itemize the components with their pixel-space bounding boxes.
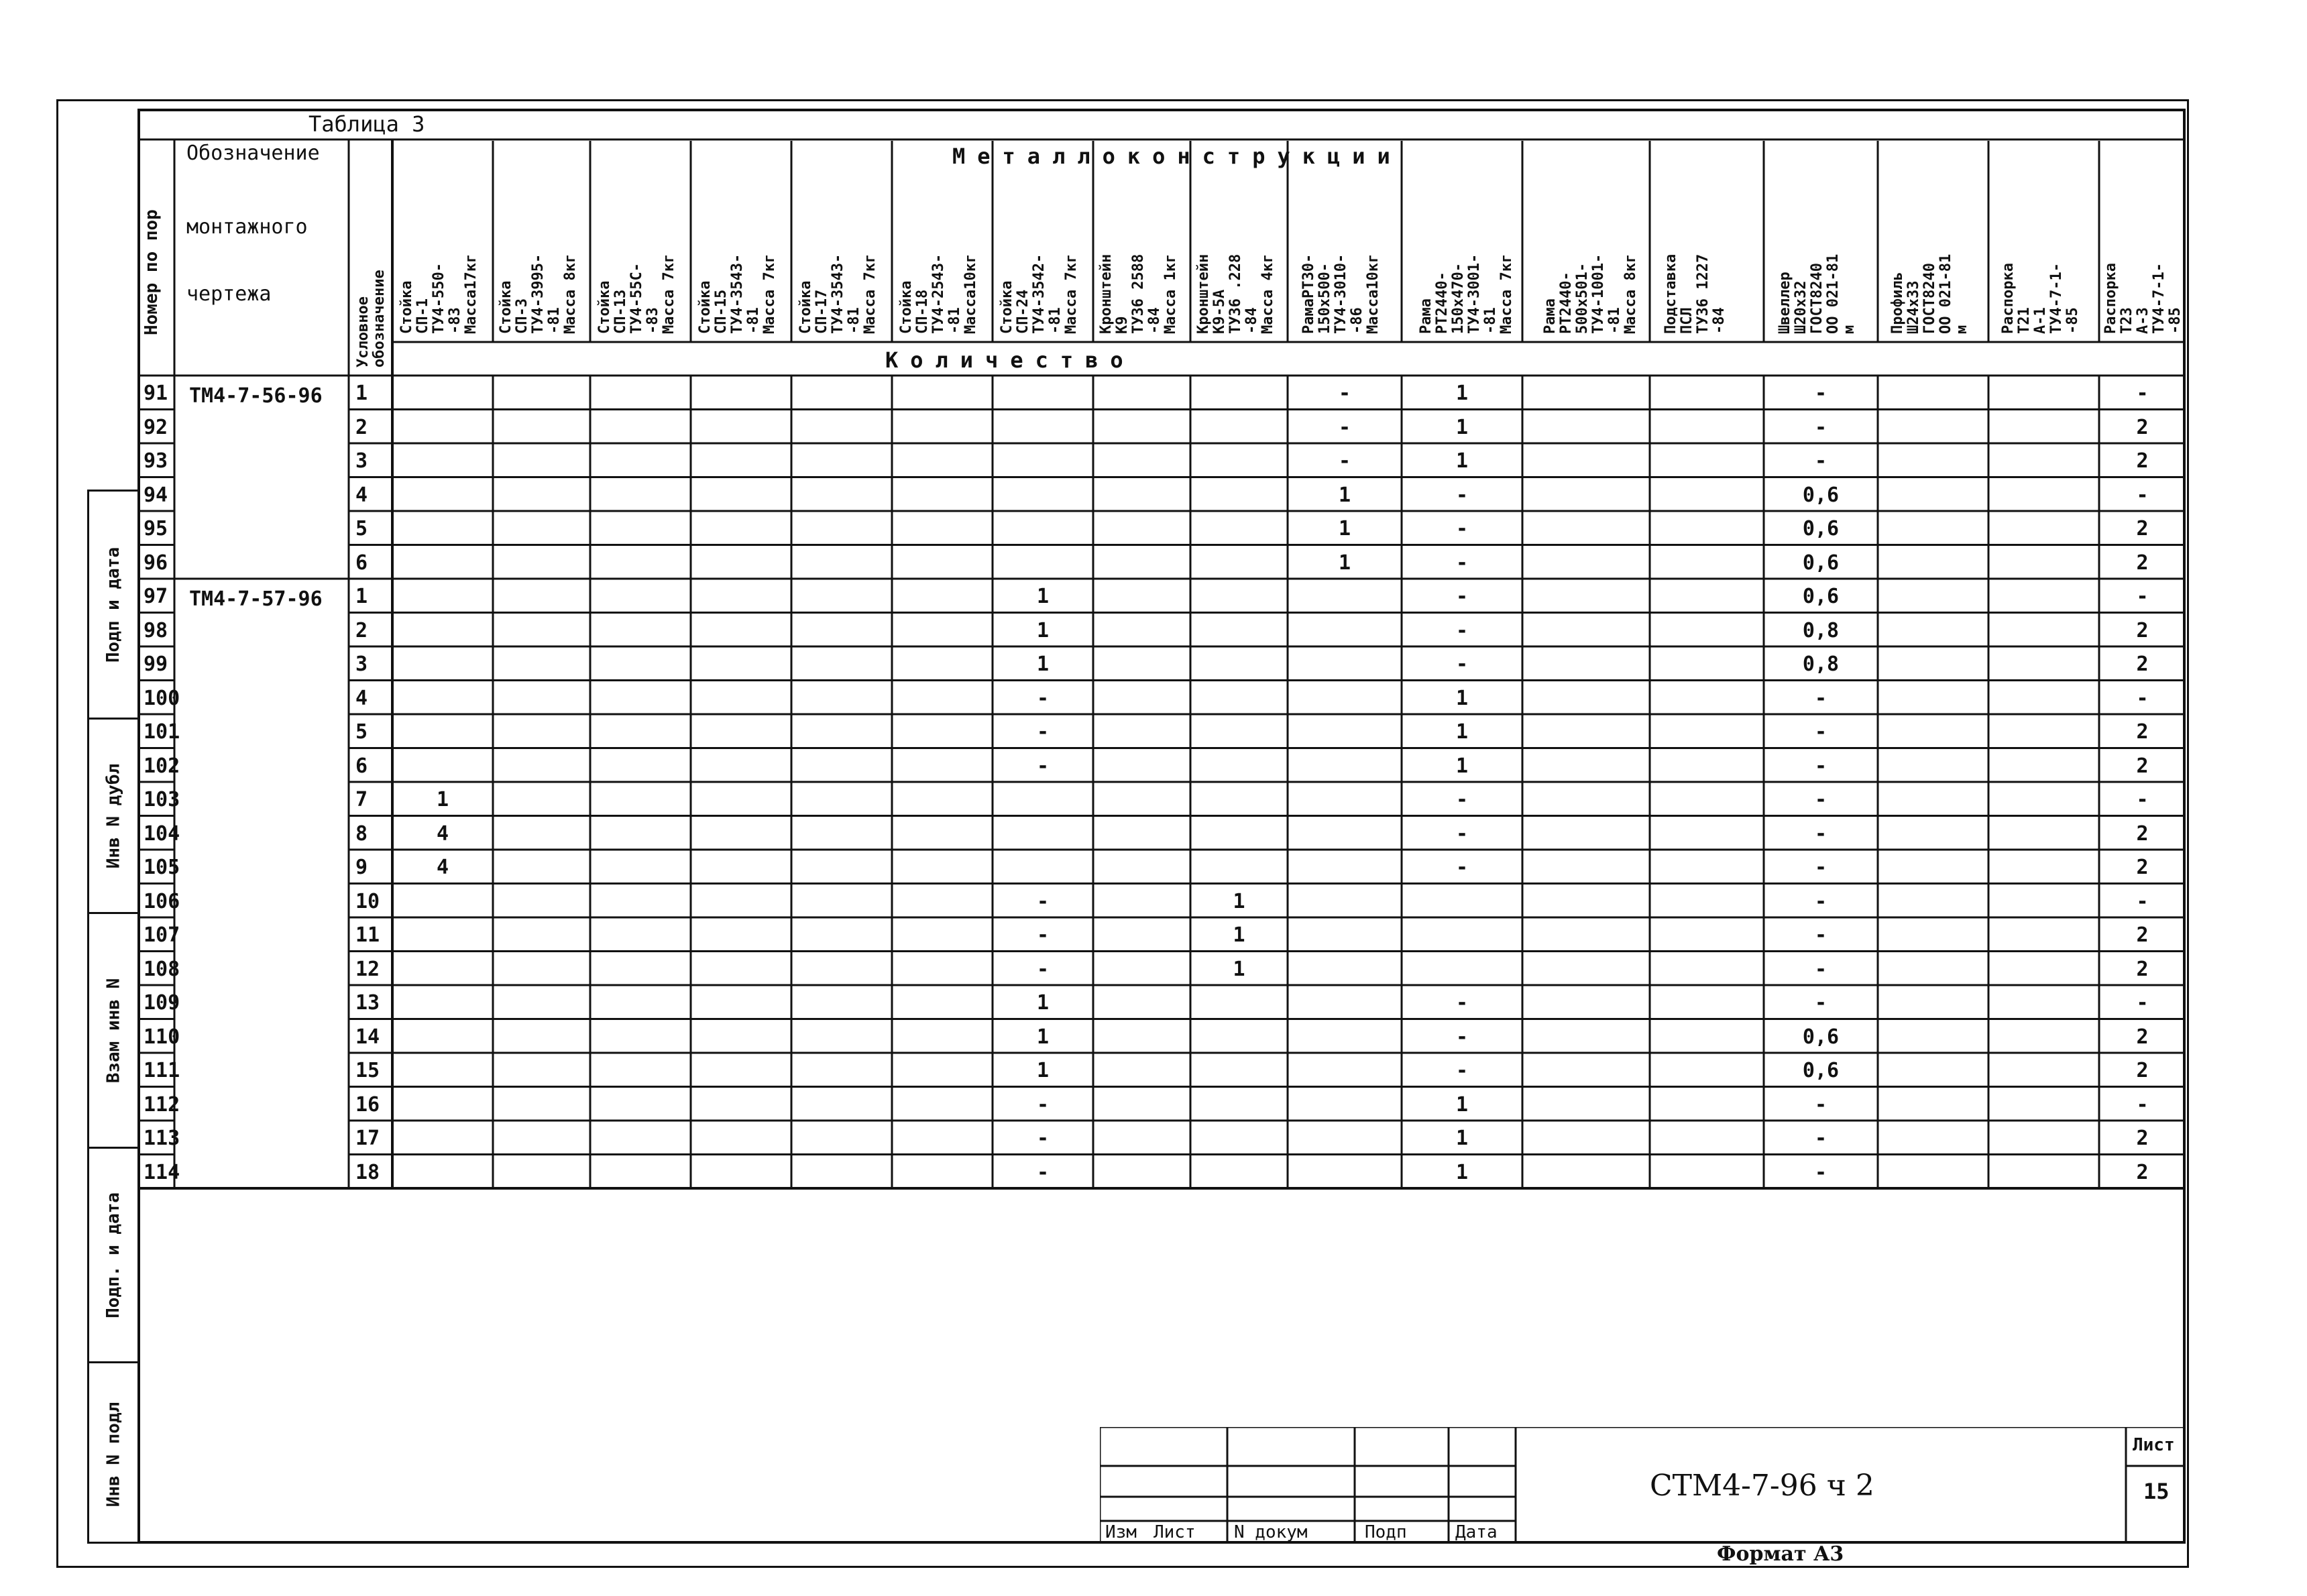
qty-cell: - [1036,686,1050,710]
qty-cell: 1 [1455,1092,1469,1117]
qty-cell: - [1455,1059,1469,1082]
qty-cell: - [1814,382,1827,405]
side-label-1: Инв N подл [103,1402,124,1507]
qty-cell: 1 [1233,957,1245,981]
stamp-label-sign: Подп [1365,1522,1407,1542]
qty-cell: 1 [1455,720,1469,744]
qty-cell: 2 [2136,923,2149,947]
qty-cell: - [1814,856,1827,879]
sheet-number: 15 [2143,1479,2170,1504]
qty-cell: 1 [1455,754,1469,778]
row-number: 106 [144,889,180,913]
row-number: 99 [144,652,168,676]
sheet-label: Лист [2133,1435,2175,1455]
row-number: 100 [144,686,180,710]
qty-cell: 1 [1036,1059,1050,1082]
side-label-5: Подп и дата [89,492,137,720]
side-label-4: Инв N дубл [89,720,137,914]
col-header-designation-3: чертежа [186,282,272,306]
row-condition: 7 [355,788,368,811]
row-condition: 12 [355,957,380,981]
row-number: 110 [144,1025,180,1049]
qty-cell: - [1814,754,1827,778]
qty-cell: - [1036,1092,1050,1117]
row-condition: 16 [355,1092,380,1117]
qty-cell: - [2136,483,2149,507]
qty-cell: 1 [1036,1025,1050,1049]
qty-cell: 1 [436,788,449,811]
row-condition: 5 [355,720,368,744]
qty-cell: 2 [2136,1160,2149,1184]
row-condition: 3 [355,449,368,473]
qty-cell: 2 [2136,517,2149,540]
table-caption: Таблица 3 [308,111,425,137]
document-code: СТМ4-7-96 ч 2 [1650,1469,1874,1503]
row-condition: 14 [355,1025,380,1049]
qty-cell: 1 [1455,1160,1469,1184]
row-number: 96 [144,551,168,575]
item-header-11: Рама РТ2440- 150х470- ТУ4-3001- -81 Масса 7кг [1418,253,1515,334]
qty-cell: 0,8 [1802,652,1840,676]
qty-cell: 1 [1036,652,1050,676]
qty-cell: - [1036,1127,1050,1150]
item-header-7: Стойка СП-24 ТУ4-3542- -81 Масса 7кг [999,253,1080,334]
qty-cell: - [1036,957,1050,981]
qty-cell: - [2136,382,2149,405]
qty-title: Количество [885,347,1135,373]
side-label-2: Подп. и дата [89,1149,137,1363]
format-label: Формат А3 [1717,1542,1844,1566]
drawing-designation-2: ТМ4-7-57-96 [189,587,323,611]
qty-cell: - [1338,415,1351,439]
qty-cell: - [1036,889,1050,913]
qty-cell: - [2136,889,2149,913]
qty-cell: 1 [1455,1127,1469,1150]
row-number: 97 [144,585,168,608]
row-condition: 9 [355,856,368,879]
item-header-1: Стойка СП-1 ТУ4-550- -83 Масса17кг [398,253,480,334]
qty-cell: - [1814,889,1827,913]
row-condition: 5 [355,517,368,540]
item-header-10: РамаРТ30- 150х500- ТУ4-3010- -86 Масса10кг [1300,253,1382,334]
row-number: 94 [144,483,168,507]
row-condition: 2 [355,618,368,642]
item-header-14: Швеллер Ш20х32 ГОСТ8240 ОО 021-81 м [1777,253,1858,334]
qty-cell: 2 [2136,856,2149,879]
stamp-label-list: Лист [1154,1522,1196,1542]
row-condition: 18 [355,1160,380,1184]
qty-cell: - [1036,720,1050,744]
row-number: 101 [144,720,180,744]
qty-cell: - [2136,991,2149,1015]
row-number: 114 [144,1160,180,1184]
row-number: 95 [144,517,168,540]
qty-cell: 2 [2136,1059,2149,1082]
qty-cell: - [1338,382,1351,405]
qty-cell: 1 [1036,585,1050,608]
metal-title: Металлоконструкции [952,144,1402,169]
title-block [1100,1427,2186,1544]
item-header-3: Стойка СП-13 ТУ4-55С- -83 Масса 7кг [596,253,677,334]
qty-cell: 2 [2136,415,2149,439]
qty-cell: 2 [2136,618,2149,642]
qty-cell: 2 [2136,720,2149,744]
row-number: 104 [144,821,180,846]
row-number: 102 [144,754,180,778]
item-header-13: Подставка ПСЛ ТУ36 1227 -84 [1663,253,1728,334]
row-condition: 4 [355,686,368,710]
qty-cell: 4 [436,856,449,879]
qty-cell: - [2136,1092,2149,1117]
row-condition: 2 [355,415,368,439]
row-condition: 1 [355,382,368,405]
qty-cell: - [1036,923,1050,947]
qty-cell: 1 [1036,618,1050,642]
stamp-label-izm: Изм [1105,1522,1137,1542]
qty-cell: 1 [1455,415,1469,439]
qty-cell: 1 [1455,382,1469,405]
row-number: 109 [144,991,180,1015]
row-condition: 10 [355,889,380,913]
qty-cell: - [1814,686,1827,710]
qty-cell: 1 [1338,551,1351,575]
qty-cell: - [1814,1127,1827,1150]
qty-cell: 2 [2136,551,2149,575]
row-condition: 8 [355,821,368,846]
col-header-number: Номер по пор [142,209,162,335]
row-condition: 4 [355,483,368,507]
row-condition: 17 [355,1127,380,1150]
stamp-label-doc: N докум [1234,1522,1308,1542]
qty-cell: - [1455,856,1469,879]
qty-cell: 2 [2136,821,2149,846]
item-header-2: Стойка СП-3 ТУ4-3995- -81 Масса 8кг [497,253,579,334]
qty-cell: 0,6 [1802,1025,1840,1049]
qty-cell: - [1814,449,1827,473]
qty-cell: 1 [1455,686,1469,710]
qty-cell: - [1455,551,1469,575]
row-number: 98 [144,618,168,642]
drawing-designation-1: ТМ4-7-56-96 [189,384,323,408]
row-number: 112 [144,1092,180,1117]
row-condition: 6 [355,754,368,778]
qty-cell: 1 [1338,517,1351,540]
row-condition: 1 [355,585,368,608]
item-header-17: Распорка Т23 А-3 ТУ4-7-1- -85 [2102,263,2184,334]
col-header-designation-1: Обозначение [186,141,320,165]
qty-cell: - [2136,686,2149,710]
qty-cell: - [1814,1160,1827,1184]
qty-cell: - [1455,788,1469,811]
qty-cell: 0,6 [1802,483,1840,507]
qty-cell: 2 [2136,754,2149,778]
qty-cell: 0,8 [1802,618,1840,642]
row-number: 93 [144,449,168,473]
col-header-cond: Условное обозначение [355,270,388,367]
row-number: 113 [144,1127,180,1150]
qty-cell: 2 [2136,1025,2149,1049]
qty-cell: - [1455,618,1469,642]
qty-cell: - [2136,788,2149,811]
item-header-16: Распорка Т21 А-1 ТУ4-7-1- -85 [1999,263,2081,334]
row-number: 108 [144,957,180,981]
row-number: 111 [144,1059,180,1082]
side-label-3: Взам инв N [89,914,137,1149]
qty-cell: 0,6 [1802,1059,1840,1082]
qty-cell: - [1814,1092,1827,1117]
qty-cell: - [2136,585,2149,608]
qty-cell: 1 [1233,923,1245,947]
row-condition: 15 [355,1059,380,1082]
row-condition: 11 [355,923,380,947]
qty-cell: - [1455,652,1469,676]
qty-cell: - [1455,991,1469,1015]
qty-cell: 4 [436,821,449,846]
item-header-4: Стойка СП-15 ТУ4-3543- -81 Масса 7кг [697,253,778,334]
row-number: 103 [144,788,180,811]
row-condition: 6 [355,551,368,575]
qty-cell: 2 [2136,652,2149,676]
qty-cell: - [1814,720,1827,744]
row-number: 105 [144,856,180,879]
qty-cell: - [1338,449,1351,473]
row-number: 91 [144,382,168,405]
qty-cell: - [1814,991,1827,1015]
qty-cell: 1 [1233,889,1245,913]
item-header-8: Кронштейн К9 ТУ36 2588 -84 Масса 1кг [1097,253,1179,334]
item-header-6: Стойка СП-18 ТУ4-2543- -81 Масса10кг [898,253,979,334]
qty-cell: - [1814,821,1827,846]
qty-cell: 2 [2136,449,2149,473]
qty-cell: - [1036,754,1050,778]
qty-cell: - [1455,585,1469,608]
qty-cell: - [1036,1160,1050,1184]
qty-cell: - [1814,788,1827,811]
qty-cell: 2 [2136,1127,2149,1150]
qty-cell: - [1455,517,1469,540]
qty-cell: - [1455,1025,1469,1049]
item-header-9: Кронштейн К9-5А ТУ36 .228 -84 Масса 4кг [1194,253,1276,334]
item-header-12: Рама РТ2440- 500х501- ТУ4-1001- -81 Масса 8кг [1542,253,1639,334]
qty-cell: - [1814,415,1827,439]
qty-cell: - [1455,821,1469,846]
qty-cell: - [1455,483,1469,507]
stamp-label-date: Дата [1455,1522,1498,1542]
qty-cell: 1 [1036,991,1050,1015]
row-number: 107 [144,923,180,947]
item-header-15: Профиль Ш24х33 ГОСТ8240 ОО 021-81 м [1889,253,1970,334]
qty-cell: 2 [2136,957,2149,981]
col-header-designation-2: монтажного [186,215,308,239]
qty-cell: 0,6 [1802,517,1840,540]
row-condition: 3 [355,652,368,676]
qty-cell: - [1814,923,1827,947]
item-header-5: Стойка СП-17 ТУ4-3543- -81 Масса 7кг [797,253,879,334]
qty-cell: 1 [1338,483,1351,507]
qty-cell: 1 [1455,449,1469,473]
row-number: 92 [144,415,168,439]
qty-cell: 0,6 [1802,585,1840,608]
qty-cell: 0,6 [1802,551,1840,575]
row-condition: 13 [355,991,380,1015]
qty-cell: - [1814,957,1827,981]
